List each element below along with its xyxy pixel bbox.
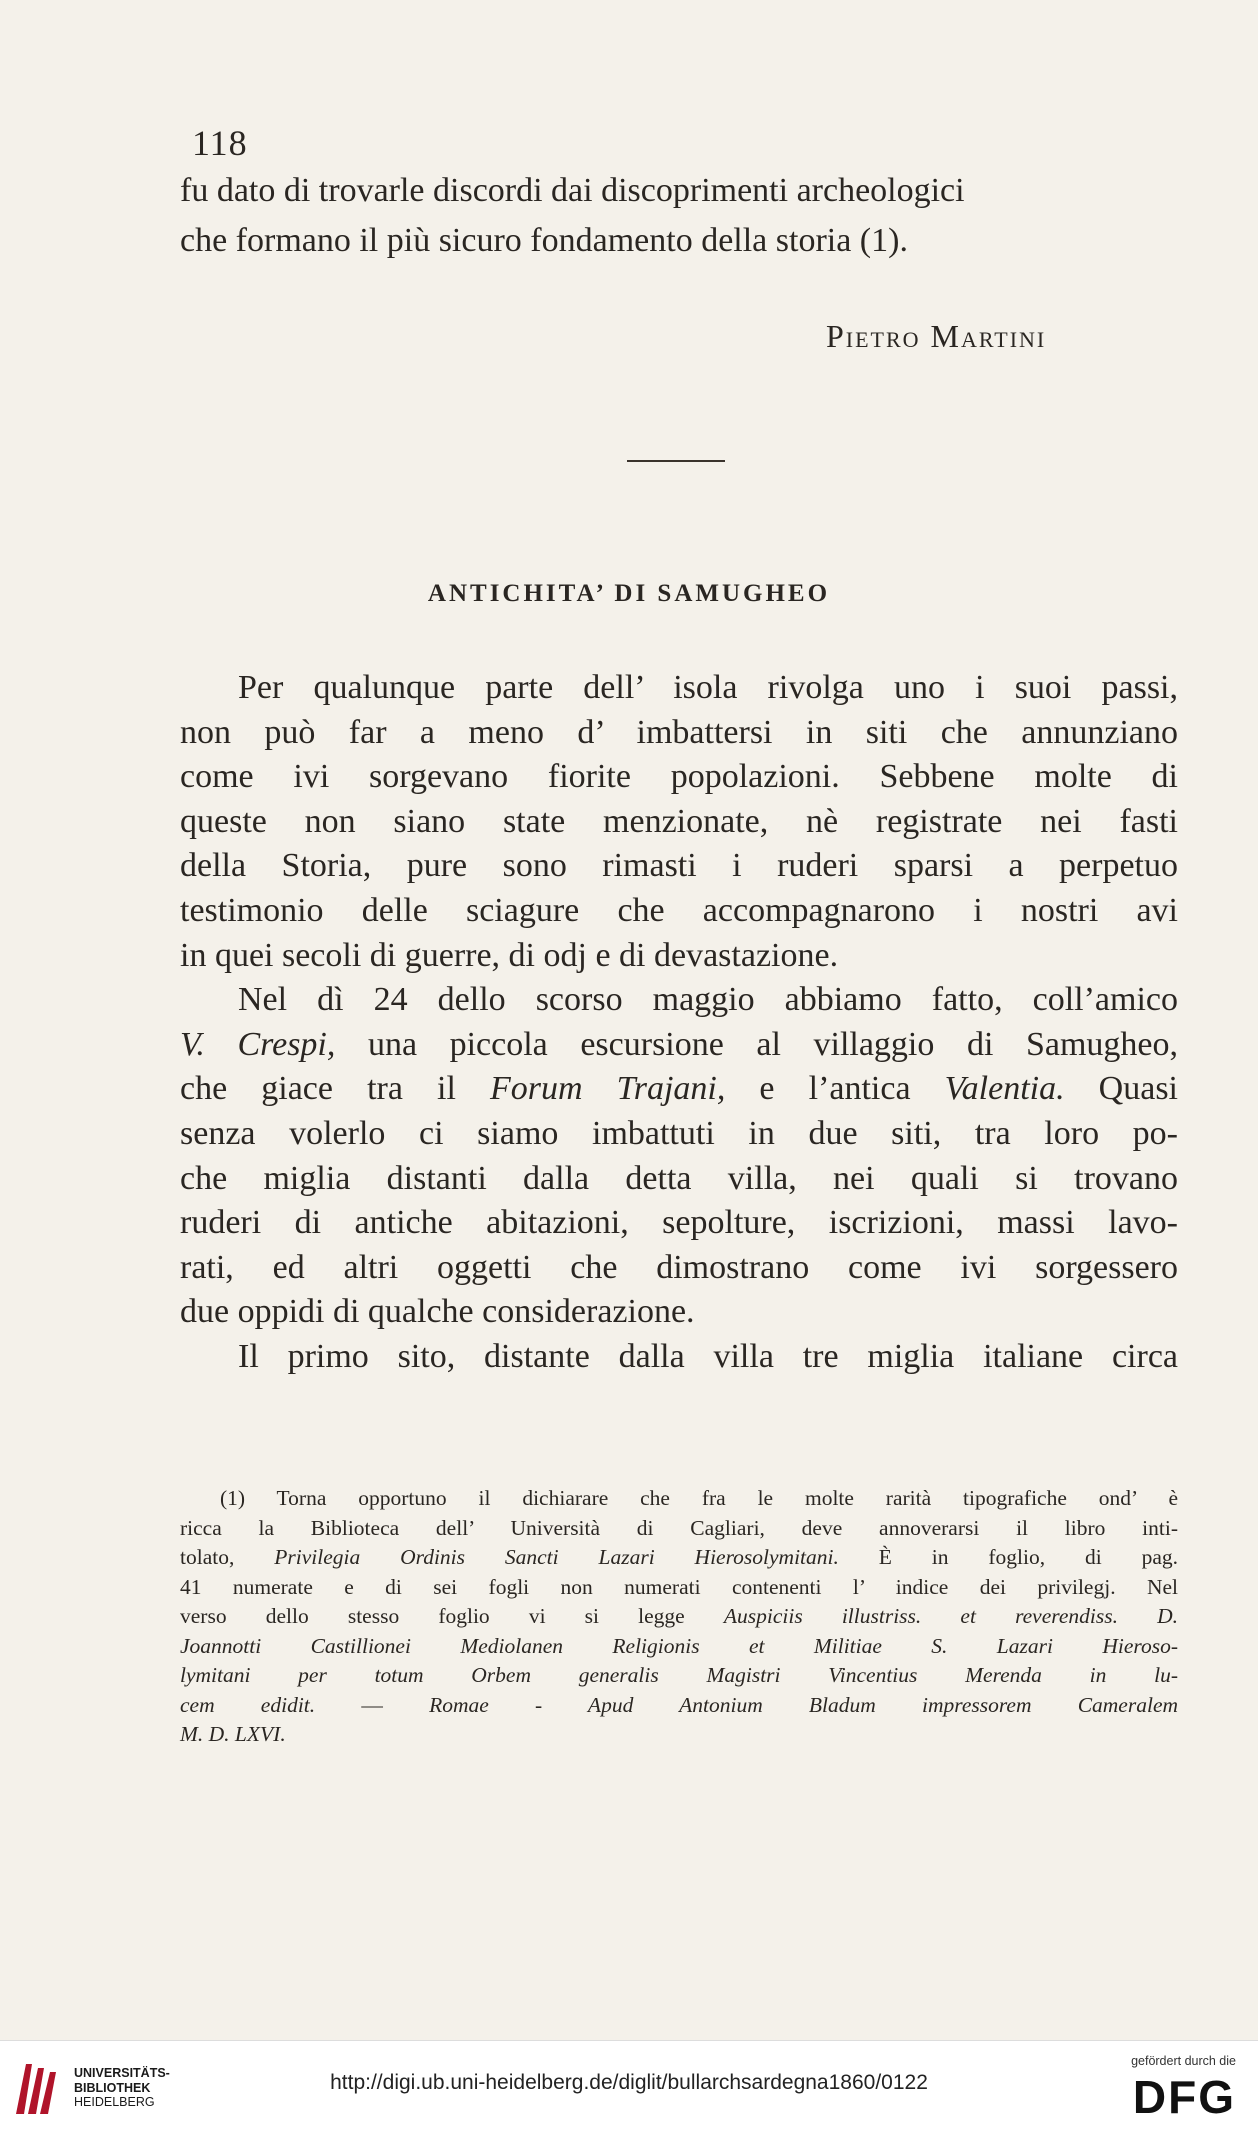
footnote-line: 41 numerate e di sei fogli non numerati contenenti l’ indice dei privilegj. Nel: [180, 1574, 1178, 1599]
intro-line-2: che formano il più sicuro fondamento della storia (1).: [180, 222, 908, 259]
text-run: Quasi: [1064, 1070, 1179, 1108]
footnote-line: [180, 1691, 1178, 1721]
footnote-line: [180, 1632, 1178, 1662]
text-line: non può far a meno d’ imbattersi in siti che annunziano: [180, 713, 1178, 751]
text-line: come ivi sorgevano fiorite popolazioni. Sebbene molte di: [180, 758, 1178, 796]
footnote-line: [180, 1661, 1178, 1691]
latin-text: Auspiciis illustriss. et reverendiss. D.: [723, 1604, 1178, 1628]
footnote-line: [180, 1720, 1178, 1750]
latin-text: M. D. LXVI.: [180, 1722, 286, 1746]
text-line: ruderi di antiche abitazioni, sepolture, iscrizioni, massi lavo-: [180, 1204, 1178, 1242]
book-title: Privilegia Ordinis Sancti Lazari Hierosolymitani.: [274, 1545, 839, 1569]
text-line: Il primo sito, distante dalla villa tre miglia italiane circa: [238, 1337, 1178, 1375]
institution-line: HEIDELBERG: [74, 2095, 155, 2109]
section-heading: ANTICHITA’ DI SAMUGHEO: [427, 580, 831, 607]
person-name: V. Crespi,: [180, 1025, 336, 1063]
latin-text: Joannotti Castillionei Mediolanen Religionis et Militiae S. Lazari Hieroso-: [180, 1633, 1178, 1658]
text-line: testimonio delle sciagure che accompagnarono i nostri avi: [180, 891, 1178, 929]
place-name: Valentia.: [944, 1070, 1065, 1108]
text-line: queste non siano state menzionate, nè registrate nei fasti: [180, 802, 1178, 840]
footnote-line: [180, 1602, 1178, 1632]
footnote-line: ricca la Biblioteca dell’ Università di Cagliari, deve annoverarsi il libro inti-: [180, 1515, 1178, 1540]
footnote-line: [180, 1543, 1178, 1573]
text-line: Per qualunque parte dell’ isola rivolga uno i suoi passi,: [238, 669, 1178, 706]
latin-text: cem edidit.: [180, 1692, 316, 1717]
author-signature: Pietro Martini: [826, 318, 1047, 354]
text-run: e l’antica: [725, 1070, 945, 1108]
text-line: della Storia, pure sono rimasti i ruderi sparsi a perpetuo: [180, 847, 1178, 885]
text-line: in quei secoli di guerre, di odj e di devastazione.: [180, 936, 839, 974]
footnote: [180, 1484, 1178, 1750]
text-run: tolato,: [180, 1545, 275, 1569]
page-number: 118: [192, 123, 248, 163]
dfg-logo: DFG: [1132, 2071, 1236, 2123]
paragraph-1: [180, 666, 1178, 1380]
text-run: È in foglio, di pag.: [838, 1545, 1179, 1569]
funded-by-label: gefördert durch die: [1131, 2054, 1236, 2068]
text-line: rati, ed altri oggetti che dimostrano come ivi sorgessero: [180, 1248, 1178, 1286]
text-run: verso dello stesso foglio vi si legge: [180, 1604, 724, 1628]
section-divider: [627, 460, 725, 462]
latin-text: Romae - Apud Antonium Bladum impressorem Cameralem: [429, 1692, 1179, 1717]
text-line: Nel dì 24 dello scorso maggio abbiamo fatto, coll’amico: [238, 981, 1178, 1019]
text-run: che giace tra il: [180, 1070, 491, 1108]
text-line: [180, 1067, 1178, 1112]
text-line: due oppidi di qualche considerazione.: [180, 1293, 695, 1331]
institution-line: BIBLIOTHEK: [74, 2080, 151, 2095]
intro-line-1: fu dato di trovarle discordi dai discoprimenti archeologici: [180, 172, 965, 209]
text-line: [180, 1023, 1178, 1068]
text-line: senza volerlo ci siamo imbattuti in due siti, tra loro po-: [180, 1114, 1178, 1152]
permalink-url[interactable]: http://digi.ub.uni-heidelberg.de/diglit/bullarchsardegna1860/0122: [330, 2071, 928, 2094]
place-name: Forum Trajani,: [490, 1070, 726, 1108]
text-run: —: [315, 1692, 430, 1717]
institution-line: UNIVERSITÄTS-: [74, 2066, 170, 2080]
text-run: una piccola escursione al villaggio di Samugheo,: [335, 1025, 1178, 1063]
latin-text: lymitani per totum Orbem generalis Magistri Vincentius Merenda in lu-: [180, 1663, 1178, 1687]
text-line: che miglia distanti dalla detta villa, nei quali si trovano: [180, 1159, 1178, 1197]
footnote-line: (1) Torna opportuno il dichiarare che fra le molte rarità tipografiche ond’ è: [220, 1486, 1178, 1510]
